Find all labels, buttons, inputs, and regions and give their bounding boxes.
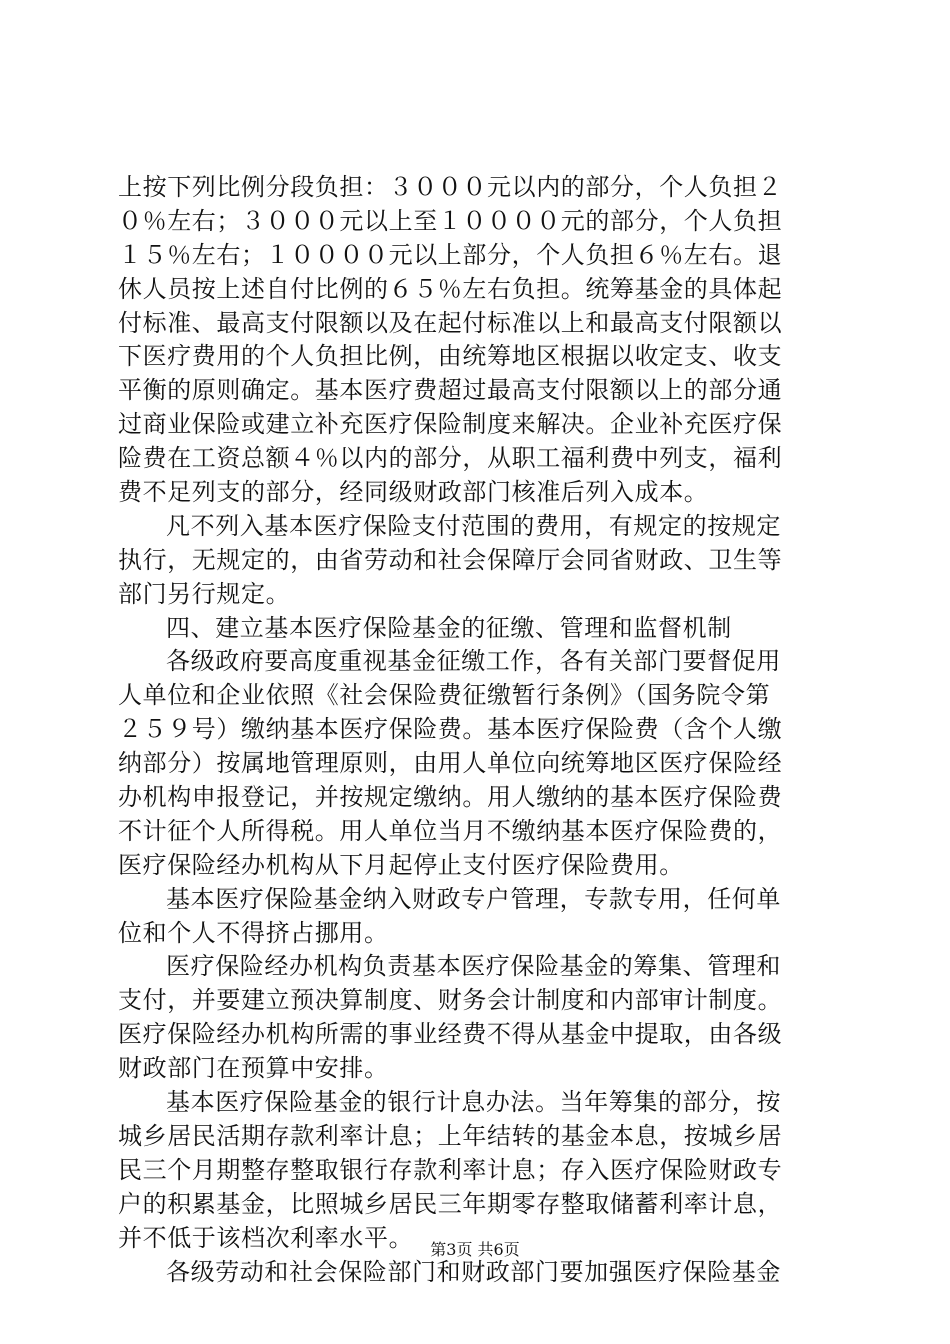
- text-line: 城乡居民活期存款利率计息；上年结转的基金本息，按城乡居: [118, 1121, 783, 1150]
- text-line: 下医疗费用的个人负担比例，由统筹地区根据以收定支、收支: [118, 342, 783, 371]
- text-line: 过商业保险或建立补充医疗保险制度来解决。企业补充医疗保: [118, 410, 783, 439]
- document-body: [118, 171, 838, 1289]
- text-line: 并不低于该档次利率水平。: [118, 1223, 414, 1252]
- text-line: 民三个月期整存整取银行存款利率计息；存入医疗保险财政专: [118, 1155, 783, 1184]
- text-line: 执行，无规定的，由省劳动和社会保障厅会同省财政、卫生等: [118, 545, 783, 574]
- text-line: ０％左右；３０００元以上至１００００元的部分，个人负担: [118, 206, 783, 235]
- text-line: 支付，并要建立预决算制度、财务会计制度和内部审计制度。: [118, 986, 783, 1015]
- text-line: 医疗保险经办机构从下月起停止支付医疗保险费用。: [118, 850, 684, 879]
- text-line: 纳部分）按属地管理原则，由用人单位向统筹地区医疗保险经: [118, 749, 783, 778]
- page-footer: 第3页 共6页: [430, 1240, 520, 1259]
- text-line: 不计征个人所得税。用人单位当月不缴纳基本医疗保险费的，: [118, 816, 783, 845]
- text-line: 上按下列比例分段负担：３０００元以内的部分，个人负担２: [118, 173, 783, 201]
- text-line: ２５９号）缴纳基本医疗保险费。基本医疗保险费（含个人缴: [118, 715, 783, 744]
- text-line: 人单位和企业依照《社会保险费征缴暂行条例》（国务院令第: [118, 681, 771, 710]
- text-line: 医疗保险经办机构所需的事业经费不得从基金中提取，由各级: [118, 1020, 783, 1049]
- text-line: 凡不列入基本医疗保险支付范围的费用，有规定的按规定: [166, 511, 781, 540]
- text-line: １５％左右；１００００元以上部分，个人负担６％左右。退: [118, 240, 783, 269]
- text-line: 医疗保险经办机构负责基本医疗保险基金的筹集、管理和: [166, 952, 781, 981]
- text-line: 基本医疗保险基金纳入财政专户管理，专款专用，任何单: [166, 884, 781, 913]
- text-line: 休人员按上述自付比例的６５％左右负担。统筹基金的具体起: [118, 274, 783, 303]
- text-line: 部门另行规定。: [118, 579, 291, 608]
- text-line: 户的积累基金，比照城乡居民三年期零存整取储蓄利率计息，: [118, 1189, 783, 1218]
- text-line: 财政部门在预算中安排。: [118, 1054, 389, 1083]
- text-line: 平衡的原则确定。基本医疗费超过最高支付限额以上的部分通: [118, 376, 783, 405]
- text-line: 各级劳动和社会保险部门和财政部门要加强医疗保险基金: [166, 1257, 781, 1286]
- text-line: 付标准、最高支付限额以及在起付标准以上和最高支付限额以: [118, 308, 783, 337]
- text-line: 险费在工资总额４％以内的部分，从职工福利费中列支，福利: [118, 444, 783, 473]
- text-line: 费不足列支的部分，经同级财政部门核准后列入成本。: [118, 478, 709, 507]
- text-line: 基本医疗保险基金的银行计息办法。当年筹集的部分，按: [166, 1088, 781, 1117]
- text-line: 各级政府要高度重视基金征缴工作，各有关部门要督促用: [166, 647, 781, 676]
- text-line: 位和个人不得挤占挪用。: [118, 918, 389, 947]
- text-line: 四、建立基本医疗保险基金的征缴、管理和监督机制: [166, 613, 732, 642]
- text-line: 办机构申报登记，并按规定缴纳。用人缴纳的基本医疗保险费: [118, 783, 783, 812]
